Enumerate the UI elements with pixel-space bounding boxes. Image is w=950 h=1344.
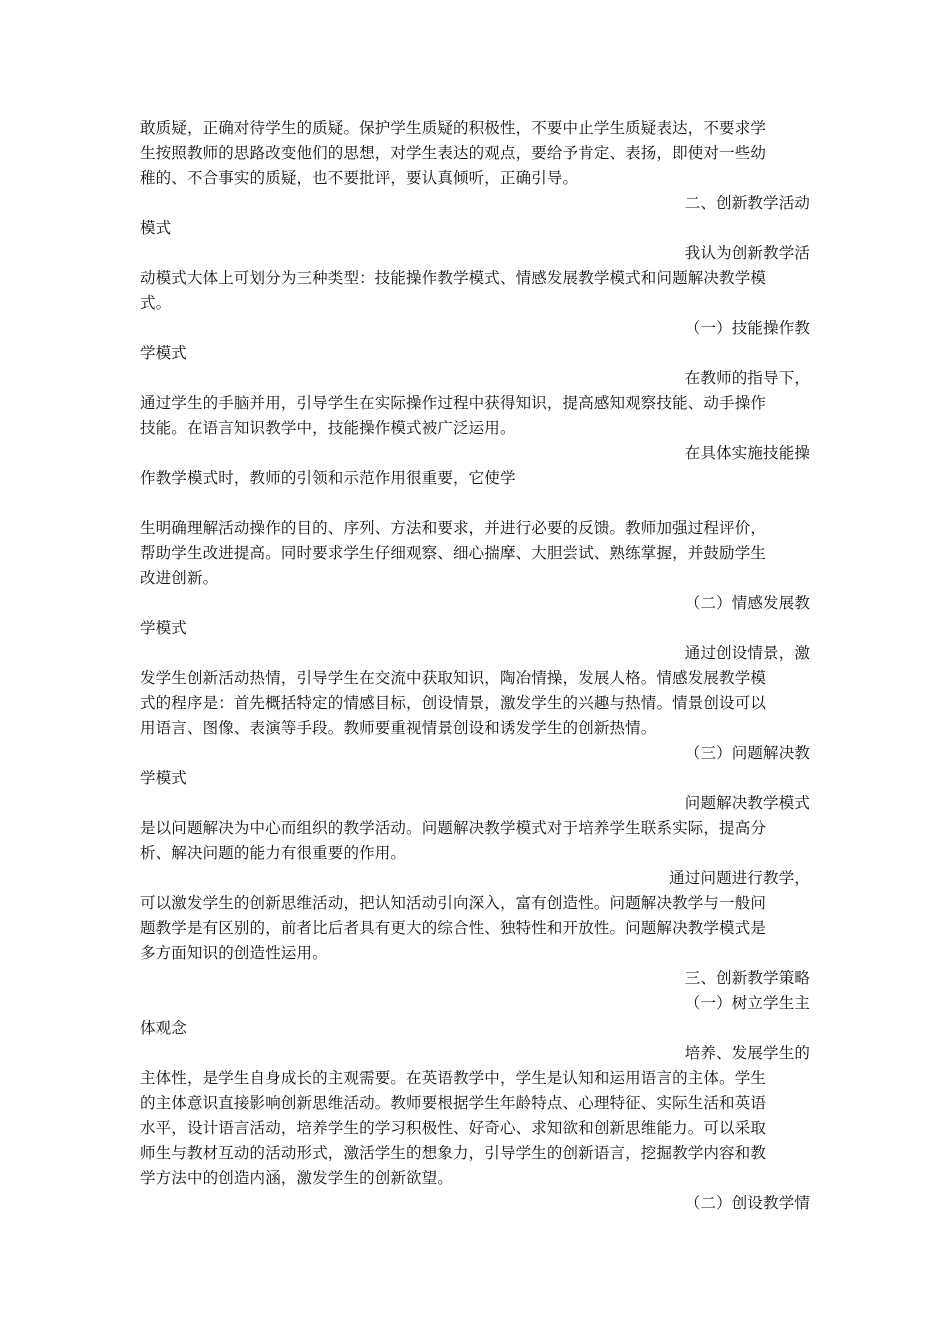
text-line: 培养、发展学生的 [684,1044,810,1062]
text-line: 用语言、图像、表演等手段。教师要重视情景创设和诱发学生的创新热情。 [140,719,657,737]
text-line: 改进创新。 [140,569,219,587]
text-line: 帮助学生改进提高。同时要求学生仔细观察、细心揣摩、大胆尝试、熟练掌握，并鼓励学生 [140,544,767,562]
text-line: 的主体意识直接影响创新思维活动。教师要根据学生年龄特点、心理特征、实际生活和英语 [140,1094,767,1112]
section-heading: 三、创新教学策略 [684,969,810,987]
text-line: 作教学模式时，教师的引领和示范作用很重要，它使学 [140,469,516,487]
text-line: 师生与教材互动的活动形式，激活学生的想象力，引导学生的创新语言，挖掘教学内容和教 [140,1144,767,1162]
text-line: 问题解决教学模式 [684,794,810,812]
text-line: 多方面知识的创造性运用。 [140,944,328,962]
text-line: 模式 [140,219,172,237]
subsection-heading: （一）技能操作教 [684,319,810,337]
text-line: 生按照教师的思路改变他们的思想，对学生表达的观点，要给予肯定、表扬，即使对一些幼 [140,144,767,162]
text-line: 主体性，是学生自身成长的主观需要。在英语教学中，学生是认知和运用语言的主体。学生 [140,1069,767,1087]
text-line: 学模式 [140,619,187,637]
text-line: 稚的、不合事实的质疑，也不要批评，要认真倾听，正确引导。 [140,169,579,187]
text-line: 通过问题进行教学， [669,869,810,887]
text-line: 发学生创新活动热情，引导学生在交流中获取知识，陶冶情操，发展人格。情感发展教学模 [140,669,767,687]
text-line: 式。 [140,294,172,312]
text-line: 敢质疑，正确对待学生的质疑。保护学生质疑的积极性，不要中止学生质疑表达，不要求学 [140,119,767,137]
text-line: 动模式大体上可划分为三种类型：技能操作教学模式、情感发展教学模式和问题解决教学模 [140,269,767,287]
section-heading: 二、创新教学活动 [684,194,810,212]
text-line: 通过学生的手脑并用，引导学生在实际操作过程中获得知识，提高感知观察技能、动手操作 [140,394,767,412]
text-line: 我认为创新教学活 [684,244,810,262]
text-line: 在具体实施技能操 [684,444,810,462]
text-line: 学方法中的创造内涵，激发学生的创新欲望。 [140,1169,454,1187]
text-line: 通过创设情景，激 [684,644,810,662]
text-line: 式的程序是：首先概括特定的情感目标，创设情景，激发学生的兴趣与热情。情景创设可以 [140,694,767,712]
text-line: 技能。在语言知识教学中，技能操作模式被广泛运用。 [140,419,516,437]
subsection-heading: （一）树立学生主 [684,994,810,1012]
subsection-heading: （二）情感发展教 [684,594,810,612]
text-line: 在教师的指导下， [684,369,810,387]
text-line: 可以激发学生的创新思维活动，把认知活动引向深入，富有创造性。问题解决教学与一般问 [140,894,767,912]
text-line: 学模式 [140,344,187,362]
subsection-heading: （三）问题解决教 [684,744,810,762]
text-line: 体观念 [140,1019,187,1037]
text-line: 题教学是有区别的，前者比后者具有更大的综合性、独特性和开放性。问题解决教学模式是 [140,919,767,937]
text-line: 生明确理解活动操作的目的、序列、方法和要求，并进行必要的反馈。教师加强过程评价， [140,519,767,537]
text-line: 水平，设计语言活动，培养学生的学习积极性、好奇心、求知欲和创新思维能力。可以采取 [140,1119,767,1137]
text-line: 析、解决问题的能力有很重要的作用。 [140,844,407,862]
subsection-heading: （二）创设教学情 [684,1194,810,1212]
text-line: 是以问题解决为中心而组织的教学活动。问题解决教学模式对于培养学生联系实际，提高分 [140,819,767,837]
text-line: 学模式 [140,769,187,787]
